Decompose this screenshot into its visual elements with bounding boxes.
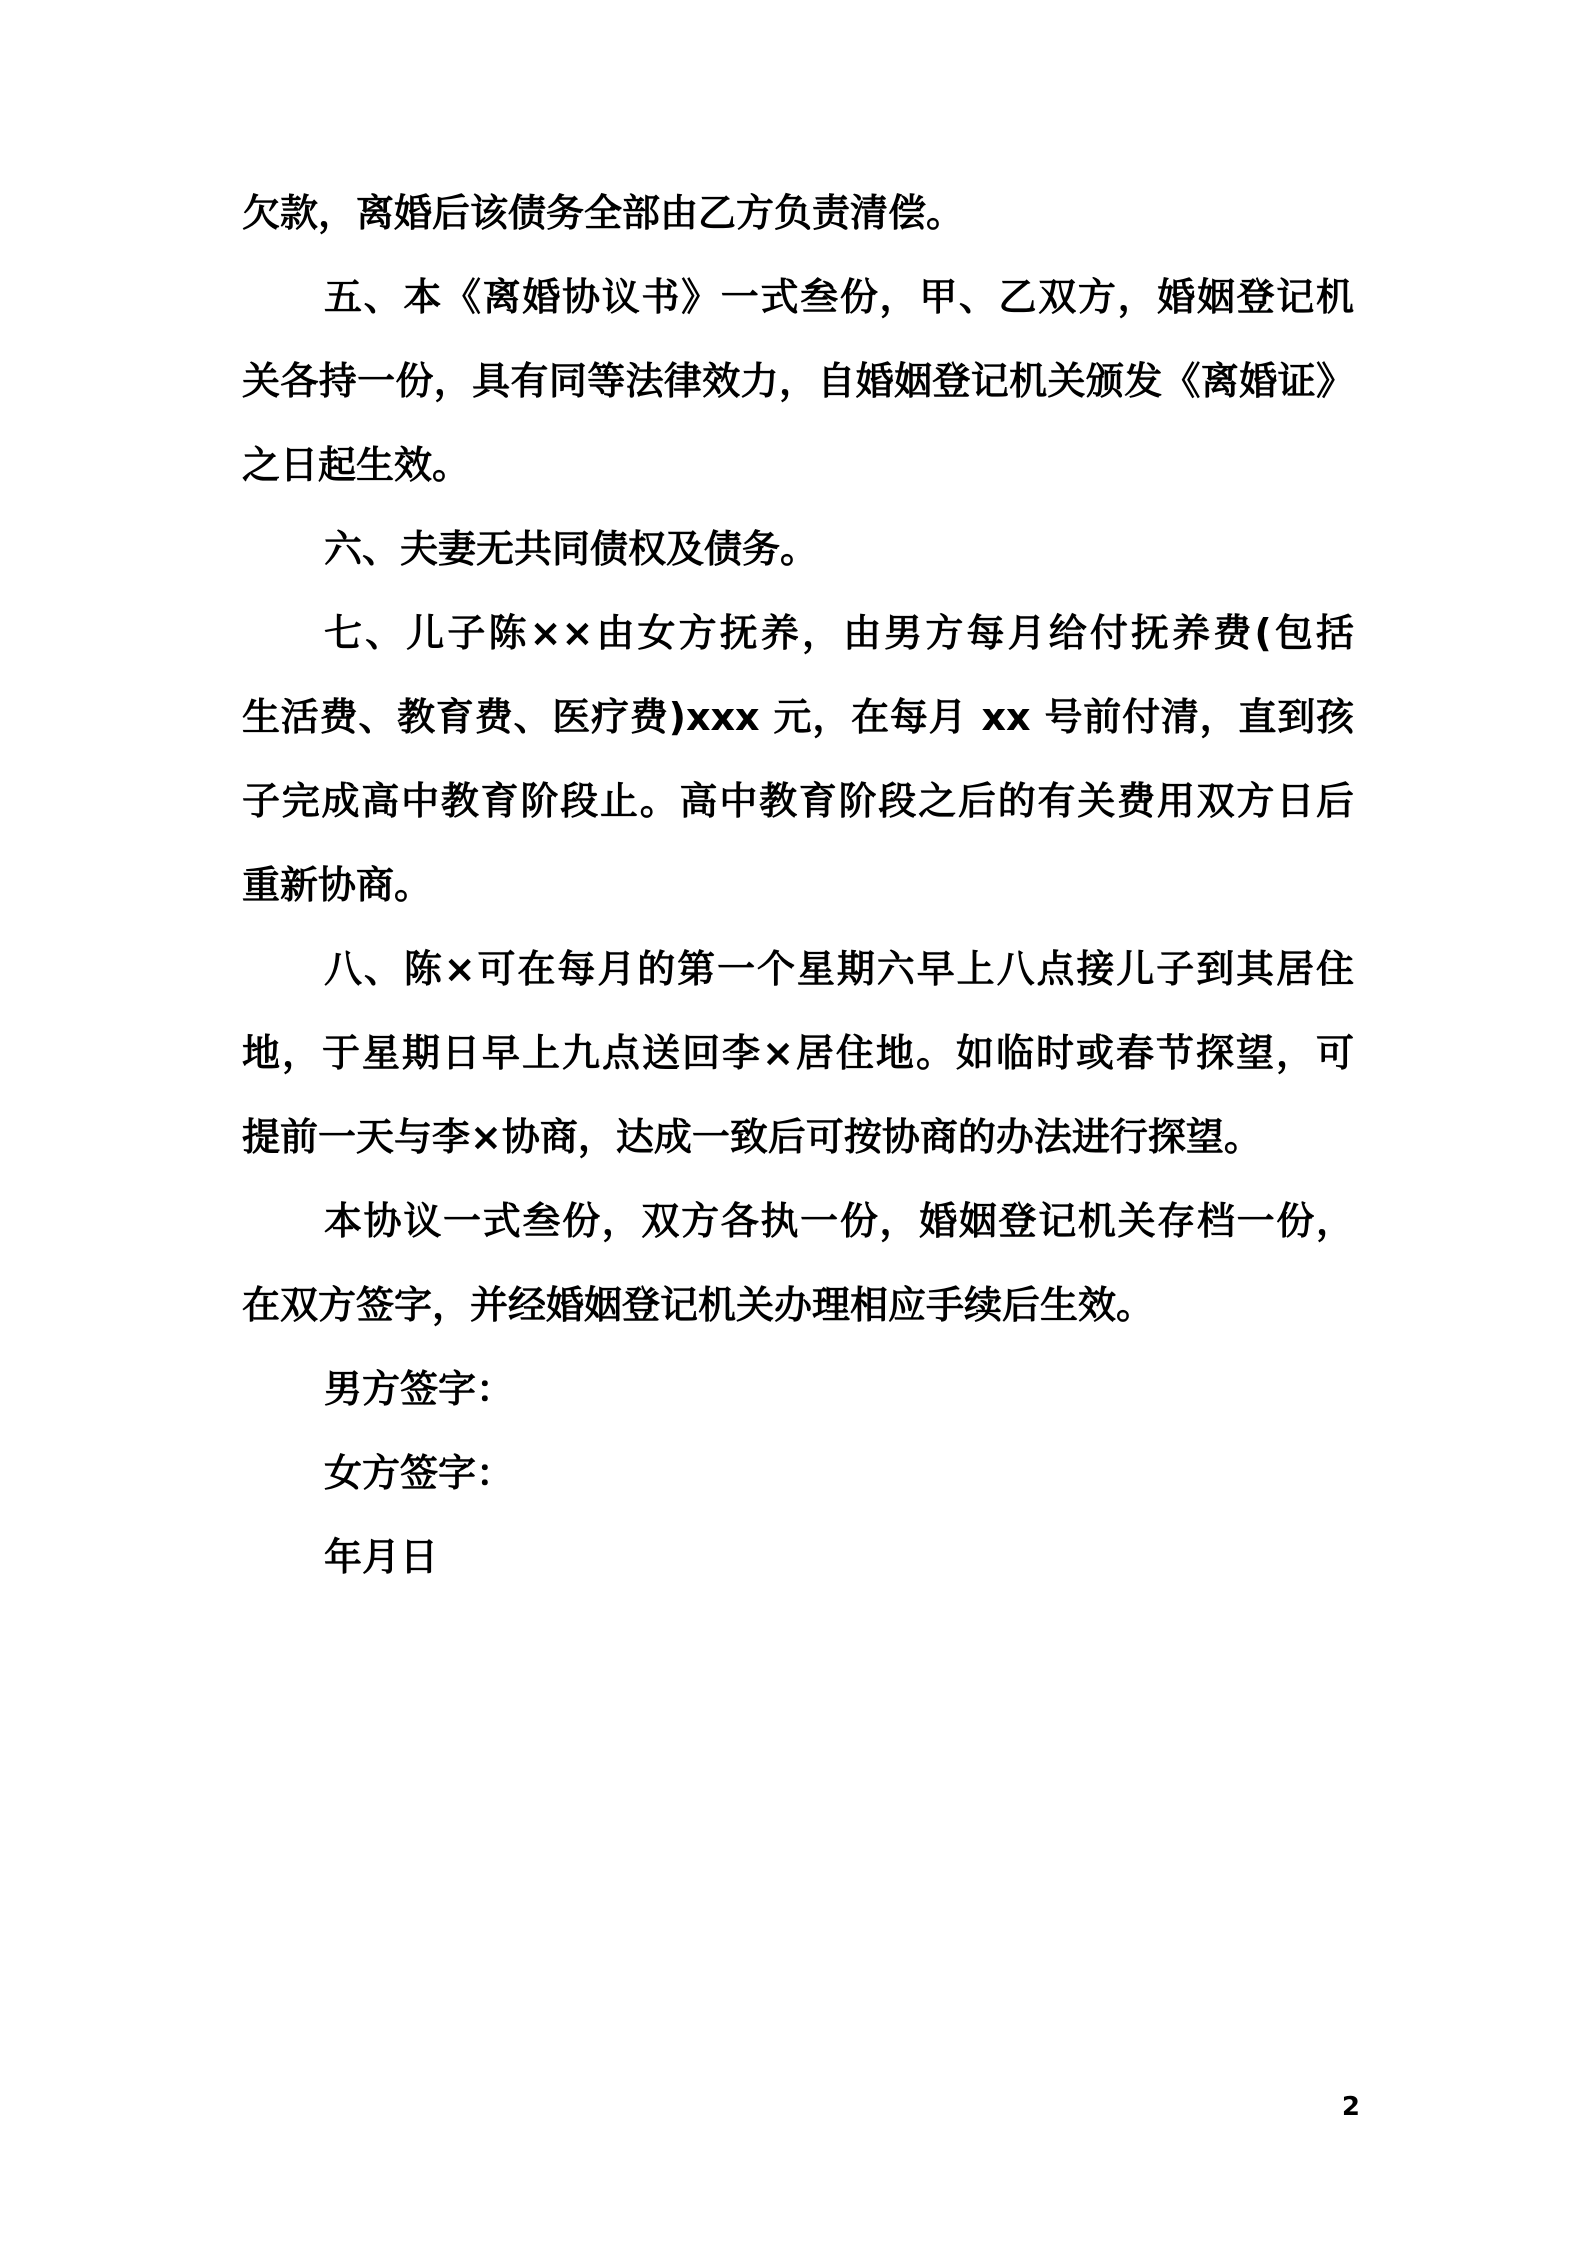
text-line: 欠款，离婚后该债务全部由乙方负责清偿。 <box>242 191 965 235</box>
text-line: 生活费、教育费、医疗费)xxx 元，在每月 xx 号前付清，直到孩 <box>242 695 1354 739</box>
text-line: 八、陈×可在每月的第一个星期六早上八点接儿子到其居住 <box>324 947 1354 991</box>
page-number: 2 <box>1341 2092 1360 2122</box>
text-line: 之日起生效。 <box>242 443 471 487</box>
text-line: 五、本《离婚协议书》一式叁份，甲、乙双方，婚姻登记机 <box>324 275 1354 319</box>
text-line: 本协议一式叁份，双方各执一份，婚姻登记机关存档一份， <box>324 1199 1354 1243</box>
text-line: 提前一天与李×协商，达成一致后可按协商的办法进行探望。 <box>242 1115 1262 1159</box>
text-line: 地，于星期日早上九点送回李×居住地。如临时或春节探望，可 <box>242 1031 1354 1075</box>
text-line: 在双方签字，并经婚姻登记机关办理相应手续后生效。 <box>242 1283 1155 1327</box>
text-line: 子完成高中教育阶段止。高中教育阶段之后的有关费用双方日后 <box>242 779 1354 823</box>
female-signature-label: 女方签字： <box>324 1451 515 1495</box>
text-line: 六、夫妻无共同债权及债务。 <box>324 527 819 571</box>
male-signature-label: 男方签字： <box>324 1367 515 1411</box>
text-line: 关各持一份，具有同等法律效力，自婚姻登记机关颁发《离婚证》 <box>242 359 1354 403</box>
text-line: 重新协商。 <box>242 863 433 907</box>
text-line: 七、儿子陈××由女方抚养，由男方每月给付抚养费(包括 <box>324 611 1354 655</box>
date-label: 年月日 <box>324 1535 439 1579</box>
